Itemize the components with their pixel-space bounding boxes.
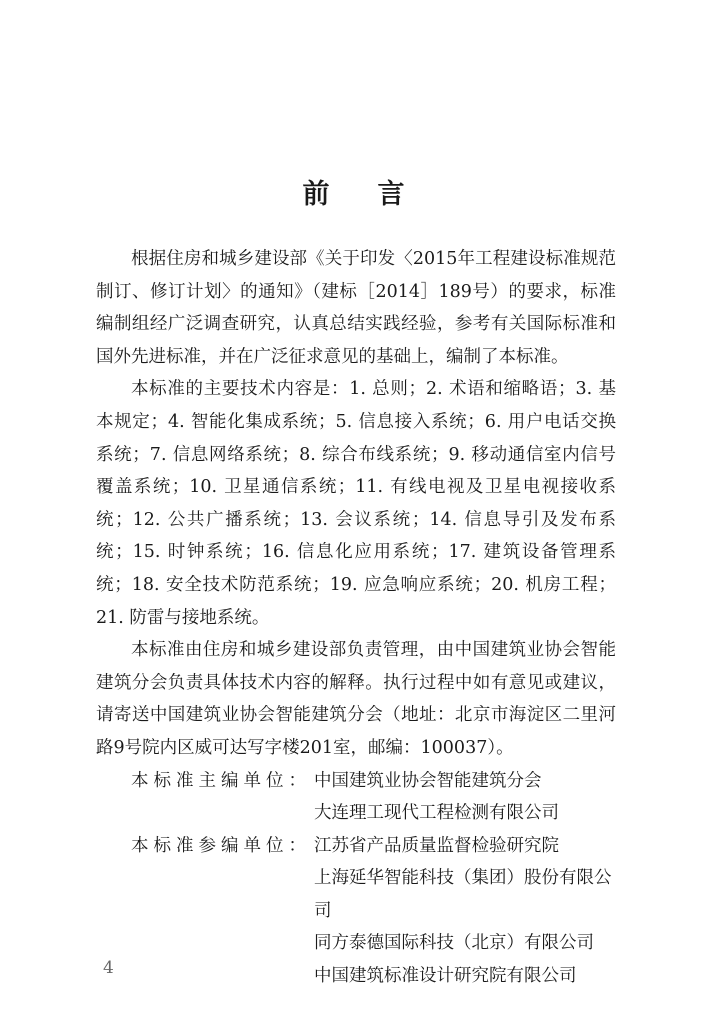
paragraph-management: 本标准由住房和城乡建设部负责管理，由中国建筑业协会智能建筑分会负责具体技术内容的解释。执行过程中如有意见或建议，请寄送中国建筑业协会智能建筑分会（地址：北京市海淀区二里河路9号院内区威可达写字楼201室，邮编：100037）。: [96, 640, 616, 758]
paragraph-technical-content: 本标准的主要技术内容是：1. 总则；2. 术语和缩略语；3. 基本规定；4. 智能化集成系统；5. 信息接入系统；6. 用户电话交换系统；7. 信息网络系统；8. 综合布线系统；9. 移动通信室内信号覆盖系统；10. 卫星通信系统；11. 有线电视及卫星电视接收系统；12. 公共广播系统；13. 会议系统；14. 信息导引及发布系统；15. 时钟系统；16. 信息化应用系统；17. 建筑设备管理系统；18. 安全技术防范系统；19. 应急响应系统；20. 机房工程；21. 防雷与接地系统。: [96, 379, 616, 628]
chief-editor-label: 本标准主编单位：: [131, 770, 311, 791]
body-text: [96, 243, 616, 993]
page-number: 4: [103, 958, 114, 978]
page-title: 前言: [302, 179, 453, 210]
participating-org: 同方泰德国际科技（北京）有限公司: [314, 933, 594, 954]
participating-section: [96, 830, 616, 993]
participating-org: 中国建筑标准设计研究院有限公司: [314, 966, 577, 987]
participating-label: 本标准参编单位：: [131, 835, 311, 856]
paragraph-background: 根据住房和城乡建设部《关于印发〈2015年工程建设标准规范制订、修订计划〉的通知》（建标［2014］189号）的要求，标准编制组经广泛调查研究，认真总结实践经验，参考有关国际标准和国外先进标准，并在广泛征求意见的基础上，编制了本标准。: [96, 249, 616, 367]
chief-editor-list: [314, 765, 616, 830]
participating-org: 江苏省产品质量监督检验研究院: [314, 835, 559, 856]
participating-org: 上海延华智能科技（集团）股份有限公司: [314, 868, 612, 921]
chief-editor-org: 大连理工现代工程检测有限公司: [314, 803, 559, 824]
participating-list: [314, 830, 616, 993]
chief-editor-org: 中国建筑业协会智能建筑分会: [314, 770, 542, 791]
chief-editor-section: [96, 765, 616, 830]
